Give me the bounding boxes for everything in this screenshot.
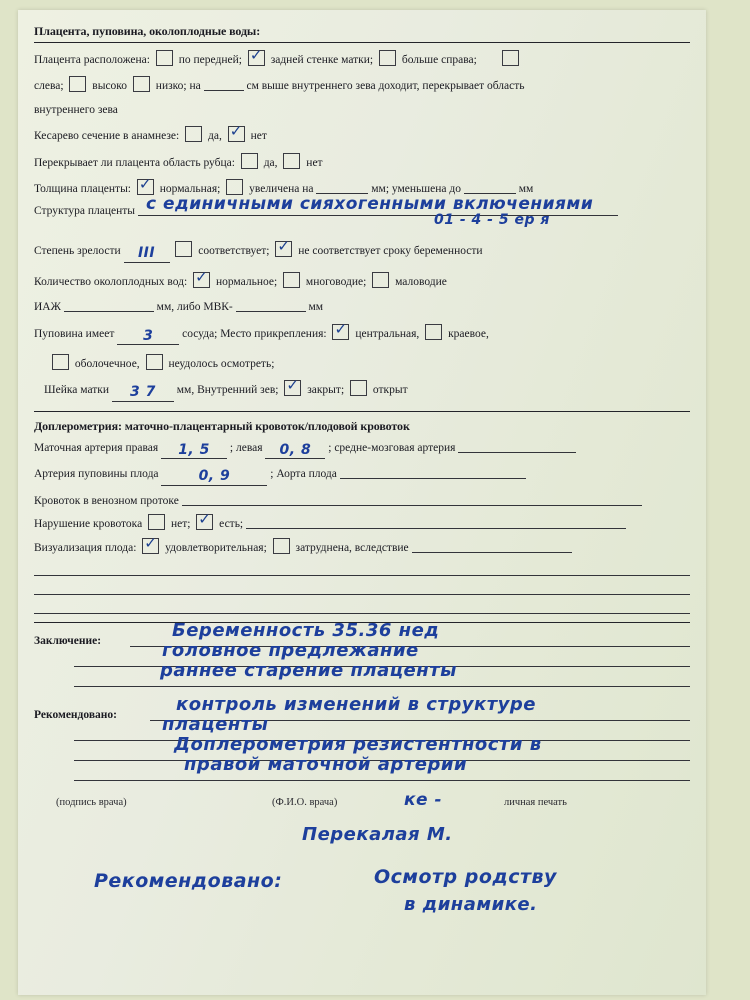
label-flow-yes: есть; bbox=[219, 518, 244, 531]
label-thickness-mm1: мм; уменьшена до bbox=[371, 182, 461, 195]
blank-line-1[interactable] bbox=[34, 561, 690, 576]
input-thickness-decrease-mm[interactable] bbox=[464, 180, 516, 194]
handwriting-uterine-left: 0, 8 bbox=[279, 441, 312, 458]
checkbox-thickness-increased[interactable] bbox=[226, 179, 243, 195]
label-doctor-fio: (Ф.И.О. врача) bbox=[272, 797, 338, 808]
label-afi-mm: мм, либо МВК- bbox=[156, 301, 233, 314]
checkbox-extra-right[interactable] bbox=[502, 50, 519, 66]
input-thickness-increase-mm[interactable] bbox=[316, 180, 368, 194]
label-flow-no: нет; bbox=[170, 518, 191, 531]
input-aorta[interactable] bbox=[340, 465, 526, 479]
row-venous-duct bbox=[34, 492, 690, 508]
label-visualization: Визуализация плода: bbox=[34, 541, 137, 554]
label-thickness-normal: нормальная; bbox=[159, 182, 221, 195]
checkbox-high[interactable] bbox=[133, 76, 150, 92]
handwriting-umbilical: 0, 9 bbox=[198, 468, 231, 485]
checkbox-polyhydramnios[interactable] bbox=[283, 272, 300, 288]
label-maturity-match: соответствует; bbox=[198, 245, 270, 258]
row-internal-os bbox=[34, 103, 690, 117]
input-mvk[interactable] bbox=[236, 298, 306, 312]
label-cord: Пуповина имеет bbox=[34, 327, 115, 340]
handwriting-recommendation-4: правой маточной артерии bbox=[184, 754, 468, 775]
checkbox-maturity-match[interactable] bbox=[175, 241, 192, 257]
label-doctor-signature: (подпись врача) bbox=[56, 797, 127, 808]
label-os-closed: закрыт; bbox=[307, 384, 345, 397]
free-handwriting-area bbox=[34, 826, 690, 946]
handwriting-signature-initial: ке - bbox=[404, 790, 443, 810]
checkbox-more-right[interactable] bbox=[379, 50, 396, 66]
checkbox-cord-marginal[interactable] bbox=[425, 324, 442, 340]
label-visualization-difficult: затруднена, вследствие bbox=[295, 541, 409, 554]
checkbox-cesarean-yes[interactable] bbox=[185, 126, 202, 142]
input-uterine-left[interactable] bbox=[265, 441, 325, 460]
row-placenta-location-2 bbox=[34, 76, 690, 93]
row-cesarean bbox=[34, 126, 690, 143]
divider-2 bbox=[34, 411, 690, 412]
label-personal-stamp: личная печать bbox=[504, 797, 567, 808]
input-cervix-length[interactable] bbox=[112, 383, 174, 402]
label-amniotic-volume: Количество околоплодных вод: bbox=[34, 275, 188, 288]
label-thickness: Толщина плаценты: bbox=[34, 182, 131, 195]
checkbox-cesarean-no[interactable] bbox=[228, 126, 245, 142]
divider-1 bbox=[34, 42, 690, 43]
checkbox-cord-not-examined[interactable] bbox=[146, 354, 163, 370]
label-aorta: ; Аорта плода bbox=[270, 468, 337, 481]
label-cm-above: см выше внутреннего зева доходит, перекрывает область bbox=[246, 80, 525, 93]
section-doppler-title: Доплерометрия: маточно-плацентарный кровоток/плодовой кровоток bbox=[34, 418, 410, 433]
label-thickness-mm2: мм bbox=[518, 182, 534, 195]
input-afi[interactable] bbox=[64, 298, 154, 312]
input-mca[interactable] bbox=[458, 439, 576, 453]
label-placenta-location: Плацента расположена: bbox=[34, 54, 150, 66]
label-cord-not-examined: неудолось осмотреть; bbox=[168, 358, 275, 370]
label-scar-yes: да, bbox=[263, 156, 278, 169]
checkbox-thickness-normal[interactable] bbox=[137, 179, 154, 195]
label-left: слева; bbox=[34, 80, 64, 93]
label-umbilical-artery: Артерия пуповины плода bbox=[34, 468, 159, 481]
label-cesarean-no: нет bbox=[250, 130, 267, 143]
handwriting-structure-2: 01 - 4 - 5 ер я bbox=[434, 212, 550, 229]
blank-line-2[interactable] bbox=[34, 580, 690, 595]
form-sheet bbox=[34, 24, 690, 987]
signature-row bbox=[34, 790, 690, 826]
handwriting-structure: с единичными сияхогенными включениями bbox=[146, 194, 594, 215]
row-cervix bbox=[34, 380, 690, 402]
section-placenta-title: Плацента, пуповина, околоплодные воды: bbox=[34, 24, 261, 38]
label-flow-impairment: Нарушение кровотока bbox=[34, 518, 143, 531]
handwriting-cervix-length: 3 7 bbox=[129, 384, 156, 401]
label-polyhydramnios: многоводие; bbox=[305, 275, 367, 288]
handwriting-free-rec-text: Осмотр родству bbox=[374, 866, 557, 888]
label-recommendation: Рекомендовано: bbox=[34, 709, 117, 721]
conclusion-block bbox=[34, 620, 690, 704]
checkbox-amniotic-normal[interactable] bbox=[193, 272, 210, 288]
handwriting-free-rec-label: Рекомендовано: bbox=[94, 870, 283, 892]
handwriting-cord-vessels: 3 bbox=[143, 327, 154, 344]
row-scar-overlap bbox=[34, 153, 690, 170]
blank-line-3[interactable] bbox=[34, 599, 690, 614]
input-umbilical[interactable] bbox=[161, 467, 267, 486]
input-maturity-degree[interactable] bbox=[124, 244, 170, 263]
checkbox-left[interactable] bbox=[69, 76, 86, 92]
label-venous-duct: Кровоток в венозном протоке bbox=[34, 494, 179, 507]
checkbox-scar-no[interactable] bbox=[283, 153, 300, 169]
label-amniotic-normal: нормальное; bbox=[215, 275, 278, 288]
label-cesarean-yes: да, bbox=[207, 130, 222, 143]
row-structure bbox=[34, 194, 690, 232]
label-afi-text: ИАЖ bbox=[34, 301, 61, 314]
handwriting-conclusion-1: Беременность 35.36 нед bbox=[172, 620, 440, 641]
row-afi bbox=[34, 298, 690, 314]
label-uterine-left: ; левая bbox=[229, 441, 263, 454]
input-visualization-reason[interactable] bbox=[412, 539, 572, 553]
recommendation-block bbox=[34, 694, 690, 790]
label-back-wall: задней стенке матки; bbox=[270, 54, 374, 66]
label-scar-no: нет bbox=[306, 156, 323, 169]
label-cord-marginal: краевое, bbox=[448, 327, 489, 340]
input-flow-detail[interactable] bbox=[246, 515, 626, 529]
row-umbilical-artery bbox=[34, 465, 690, 486]
label-maturity: Степень зрелости bbox=[34, 245, 121, 258]
label-high: высоко bbox=[92, 80, 128, 93]
label-low: низко; на bbox=[155, 80, 201, 93]
label-maturity-nomatch: не соответствует сроку беременности bbox=[298, 245, 483, 258]
row-cord-2 bbox=[34, 354, 690, 371]
label-mvk-mm: мм bbox=[308, 301, 324, 314]
label-internal-os: внутреннего зева bbox=[34, 103, 118, 116]
label-oligohydramnios: маловодие bbox=[395, 275, 447, 288]
input-cm-above-os[interactable] bbox=[204, 77, 244, 91]
label-visualization-good: удовлетворительная; bbox=[165, 541, 267, 554]
checkbox-oligohydramnios[interactable] bbox=[372, 272, 389, 288]
checkbox-os-closed[interactable] bbox=[284, 380, 301, 396]
handwriting-uterine-right: 1, 5 bbox=[178, 441, 210, 458]
checkbox-cord-velamentous[interactable] bbox=[52, 354, 69, 370]
checkbox-scar-yes[interactable] bbox=[241, 153, 258, 169]
label-conclusion: Заключение: bbox=[34, 635, 102, 647]
row-flow-impairment bbox=[34, 514, 690, 531]
input-venous-duct[interactable] bbox=[182, 492, 642, 506]
label-cord-velamentous: оболочечное, bbox=[74, 358, 140, 370]
row-maturity bbox=[34, 241, 690, 263]
row-uterine-artery bbox=[34, 439, 690, 460]
handwriting-recommendation-1: контроль изменений в структуре bbox=[176, 694, 536, 715]
row-cord bbox=[34, 324, 690, 346]
checkbox-flow-yes[interactable] bbox=[196, 514, 213, 530]
label-cervix: Шейка матки bbox=[44, 384, 110, 397]
handwriting-conclusion-2: головное предлежание bbox=[162, 640, 419, 661]
checkbox-back-wall[interactable] bbox=[248, 50, 265, 66]
handwriting-maturity: III bbox=[137, 245, 156, 262]
row-visualization bbox=[34, 538, 690, 555]
checkbox-visualization-difficult[interactable] bbox=[273, 538, 290, 554]
handwriting-doctor-name: Перекалая М. bbox=[302, 824, 453, 845]
label-scar-overlap: Перекрывает ли плацента область рубца: bbox=[34, 156, 235, 169]
scanned-form-page bbox=[18, 10, 706, 995]
label-uterine-artery-right: Маточная артерия правая bbox=[34, 441, 159, 454]
handwriting-conclusion-3: раннее старение плаценты bbox=[160, 660, 457, 681]
label-front-wall: по передней; bbox=[178, 54, 242, 66]
label-cord-attach: сосуда; Место прикрепления: bbox=[182, 327, 327, 340]
checkbox-maturity-nomatch[interactable] bbox=[275, 241, 292, 257]
input-cord-vessels[interactable] bbox=[117, 327, 179, 346]
label-structure: Структура плаценты bbox=[34, 205, 135, 218]
label-cervix-os: мм, Внутренний зев; bbox=[176, 384, 279, 397]
label-os-open: открыт bbox=[372, 384, 408, 397]
row-placenta-location bbox=[34, 50, 690, 67]
label-thickness-increased: увеличена на bbox=[249, 182, 314, 195]
input-uterine-right[interactable] bbox=[161, 441, 227, 460]
checkbox-front-wall[interactable] bbox=[156, 50, 173, 66]
handwriting-free-rec-text2: в динамике. bbox=[404, 894, 538, 915]
checkbox-cord-central[interactable] bbox=[332, 324, 349, 340]
label-more-right: больше справа; bbox=[401, 54, 477, 66]
handwriting-recommendation-2: плаценты bbox=[162, 714, 269, 735]
label-cord-central: центральная, bbox=[355, 327, 420, 340]
label-cesarean: Кесарево сечение в анамнезе: bbox=[34, 130, 180, 143]
label-mca: ; средне-мозговая артерия bbox=[328, 441, 456, 454]
checkbox-os-open[interactable] bbox=[350, 380, 367, 396]
row-amniotic-volume bbox=[34, 272, 690, 289]
checkbox-visualization-good[interactable] bbox=[142, 538, 159, 554]
handwriting-recommendation-3: Доплерометрия резистентности в bbox=[174, 734, 542, 755]
checkbox-flow-no[interactable] bbox=[148, 514, 165, 530]
